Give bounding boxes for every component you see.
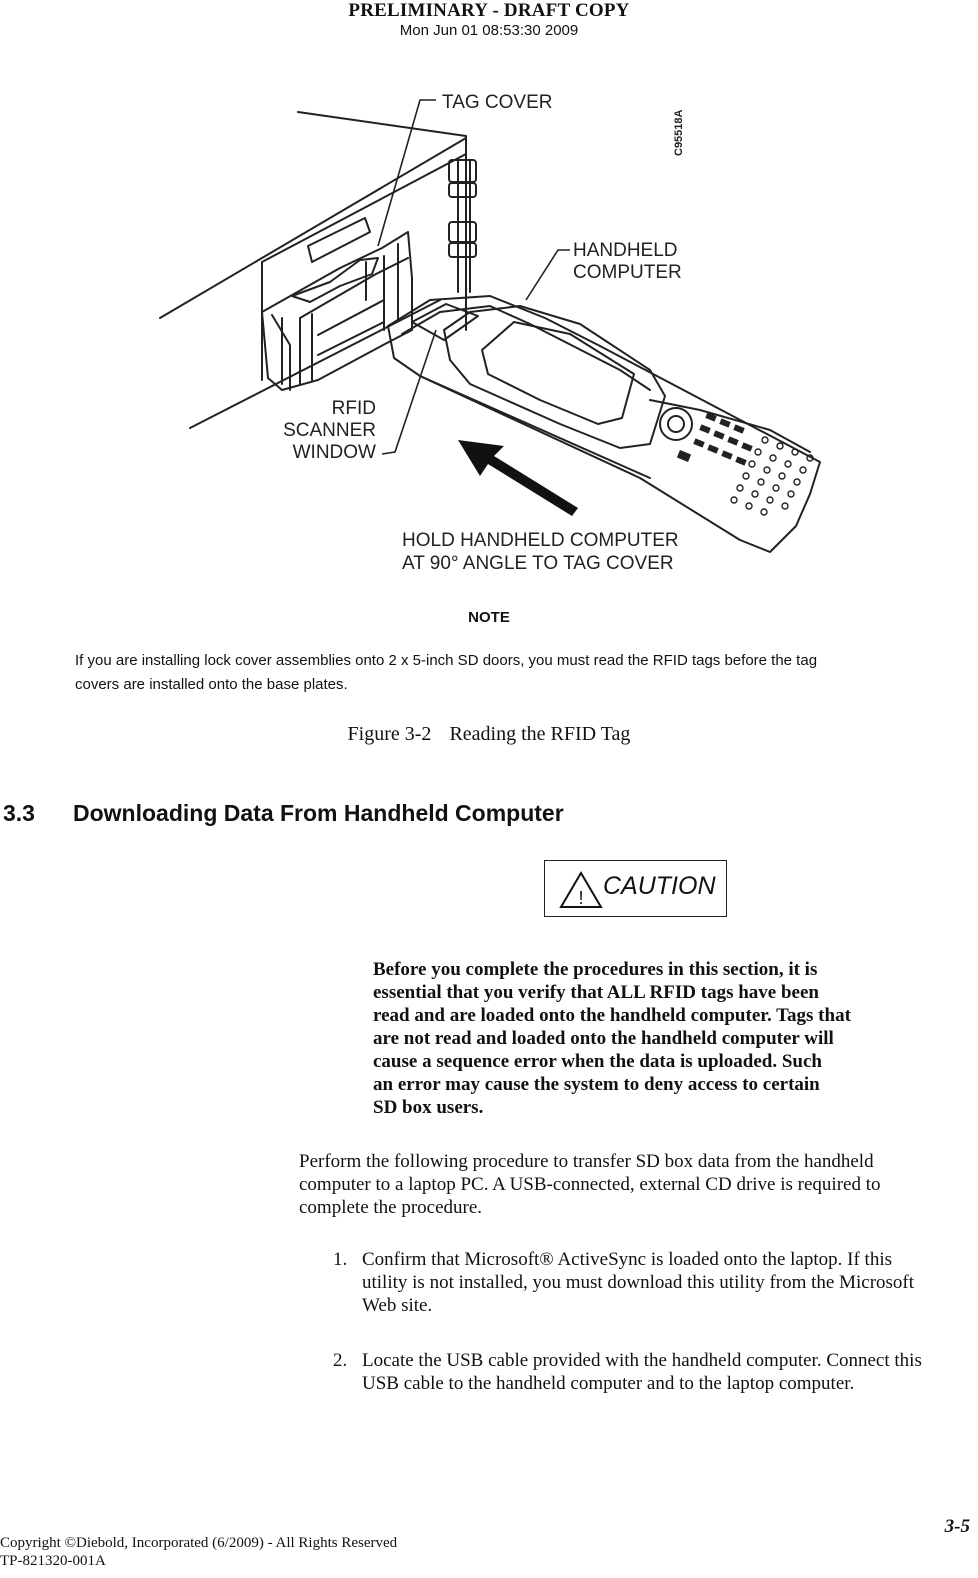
rfid-callout-line2: SCANNER: [283, 420, 376, 441]
drawing-code: C95518A: [673, 109, 685, 156]
hold-callout-line1: HOLD HANDHELD COMPUTER: [402, 530, 679, 551]
figure-label: Figure 3-2: [347, 723, 432, 745]
step-line: Web site.: [362, 1295, 433, 1316]
caution-line: read and are loaded onto the handheld computer. Tags that: [373, 1005, 851, 1026]
page-number: 3-5: [944, 1516, 970, 1537]
caution-line: SD box users.: [373, 1097, 484, 1118]
intro-line: computer to a laptop PC. A USB-connected, external CD drive is required to: [299, 1174, 881, 1195]
caution-label: CAUTION: [603, 872, 716, 900]
handheld-callout-line1: HANDHELD: [573, 240, 678, 261]
step-line: USB cable to the handheld computer and to the laptop computer.: [362, 1373, 855, 1394]
note-line-2: covers are installed onto the base plates.: [75, 676, 348, 693]
step-number: 2.: [333, 1350, 348, 1371]
warning-triangle-icon: [559, 871, 603, 909]
step-text: [362, 1248, 914, 1317]
step-number: 1.: [333, 1249, 348, 1270]
rfid-figure-illustration: [150, 75, 840, 570]
section-number: 3.3: [3, 800, 35, 826]
rfid-callout-line1: RFID: [331, 398, 376, 419]
step-line: Locate the USB cable provided with the handheld computer. Connect this: [362, 1350, 922, 1371]
caution-line: Before you complete the procedures in this section, it is: [373, 959, 818, 980]
document-number: TP-821320-001A: [0, 1553, 106, 1569]
caution-line: essential that you verify that ALL RFID tags have been: [373, 982, 819, 1003]
caution-line: cause a sequence error when the data is uploaded. Such: [373, 1051, 822, 1072]
caution-box: [544, 860, 727, 917]
step-line: utility is not installed, you must download this utility from the Microsoft: [362, 1272, 915, 1293]
section-heading: [3, 800, 564, 827]
section-title: Downloading Data From Handheld Computer: [73, 800, 564, 826]
caution-line: are not read and loaded onto the handheld computer will: [373, 1028, 834, 1049]
note-body: [75, 649, 905, 697]
rfid-callout-line3: WINDOW: [292, 442, 376, 463]
intro-paragraph: [299, 1150, 969, 1219]
note-line-1: If you are installing lock cover assemblies onto 2 x 5-inch SD doors, you must read the RFID tags before the tag: [75, 652, 818, 669]
figure-title: Reading the RFID Tag: [449, 723, 631, 745]
tag-cover-callout: TAG COVER: [442, 92, 553, 113]
caution-line: an error may cause the system to deny access to certain: [373, 1074, 820, 1095]
hold-callout-line2: AT 90° ANGLE TO TAG COVER: [402, 553, 674, 570]
draft-header-date: Mon Jun 01 08:53:30 2009: [399, 22, 579, 39]
copyright-notice: Copyright ©Diebold, Incorporated (6/2009) - All Rights Reserved: [0, 1535, 398, 1551]
figure-caption: [0, 723, 978, 746]
caution-message: [373, 958, 913, 1119]
step-text: [362, 1349, 922, 1395]
warning-mark: !: [578, 888, 584, 908]
step-line: Confirm that Microsoft® ActiveSync is loaded onto the laptop. If this: [362, 1249, 892, 1270]
draft-header-title: PRELIMINARY - DRAFT COPY: [348, 0, 630, 21]
intro-line: Perform the following procedure to transfer SD box data from the handheld: [299, 1151, 874, 1172]
note-heading: NOTE: [468, 609, 510, 626]
handheld-callout-line2: COMPUTER: [573, 262, 682, 283]
intro-line: complete the procedure.: [299, 1197, 483, 1218]
